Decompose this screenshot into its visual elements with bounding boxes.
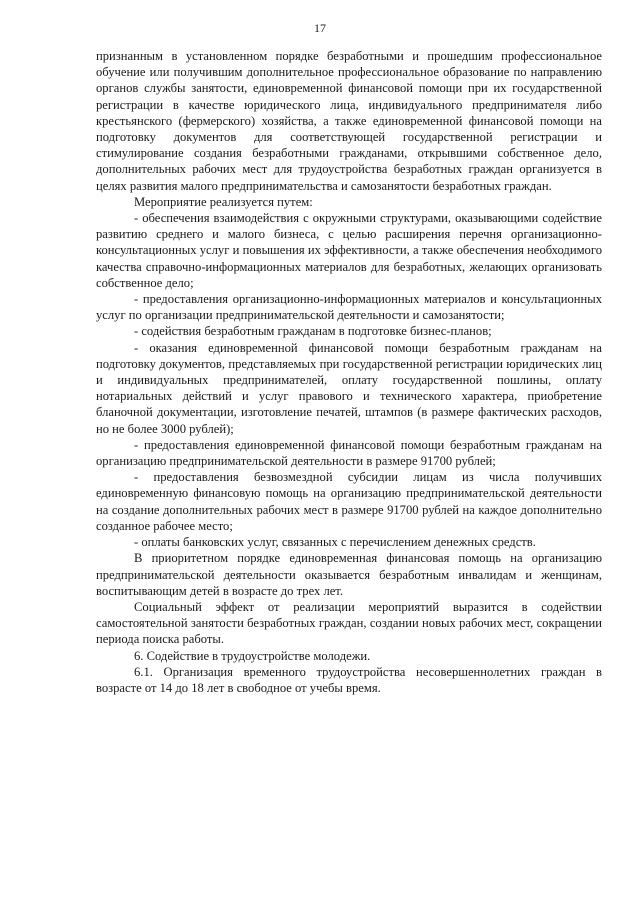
paragraph-continuation: признанным в установленном порядке безработными и прошедшим профессиональное обучение или получившим дополнительное профессиональное образование по направлению органов службы занятости, единовременной финансовой помощи при их государственной регистрации в качестве юридического лица, индивидуального предпринимателя либо крестьянского (фермерского) хозяйства, а также единовременной финансовой помощи на подготовку документов для соответствующей государственной регистрации и стимулирование создания безработными гражданами, открывшими собственное дело, дополнительных рабочих мест для трудоустройства безработных граждан организуется в целях развития малого предпринимательства и самозанятости безработных граждан. (96, 49, 602, 193)
page-number: 17 (314, 21, 326, 35)
paragraph: Социальный эффект от реализации мероприятий выразится в содействии самостоятельной занятости безработных граждан, создании новых рабочих мест, сокращении периода поиска работы. (96, 599, 602, 647)
list-item: - содействия безработным гражданам в подготовке бизнес-планов; (134, 324, 492, 339)
list-item: - предоставления безвозмездной субсидии лицам из числа получивших единовременную финансовую помощь на организацию предпринимательской деятельности на создание дополнительных рабочих мест в размере 91700 рублей на каждое дополнительно созданное рабочее место; (96, 470, 602, 533)
list-item: - обеспечения взаимодействия с окружными структурами, оказывающими содействие развитию среднего и малого бизнеса, с целью расширения перечня организационно-консультационных услуг и повышения их эффективности, а также обеспечения необходимого качества справочно-информационных материалов для безработных, желающих организовать собственное дело; (96, 211, 602, 290)
list-item: - предоставления организационно-информационных материалов и консультационных услуг по организации предпринимательской деятельности и самозанятости; (96, 292, 602, 323)
paragraph-intro: Мероприятие реализуется путем: (134, 194, 313, 209)
paragraph: В приоритетном порядке единовременная финансовая помощь на организацию предпринимательской деятельности оказывается безработным инвалидам и женщинам, воспитывающим детей в возрасте до трех лет. (96, 551, 602, 598)
list-item: - оплаты банковских услуг, связанных с перечислением денежных средств. (134, 535, 536, 550)
list-item: - предоставления единовременной финансовой помощи безработным гражданам на организацию предпринимательской деятельности в размере 91700 рублей; (96, 437, 602, 469)
subsection-paragraph: 6.1. Организация временного трудоустройства несовершеннолетних граждан в возрасте от 14 до 18 лет в свободное от учебы время. (96, 664, 602, 695)
section-heading: 6. Содействие в трудоустройстве молодежи. (134, 648, 371, 663)
list-item: - оказания единовременной финансовой помощи безработным гражданам на подготовку документов, представляемых при государственной регистрации юридических лиц и индивидуальных предпринимателей, оплату государственной пошлины, оплату нотариальных действий и услуг правового и технического характера, приобретение бланочной документации, изготовление печатей, штампов (в размере фактических расходов, но не более 3000 рублей); (96, 340, 602, 436)
document-body (96, 48, 602, 696)
